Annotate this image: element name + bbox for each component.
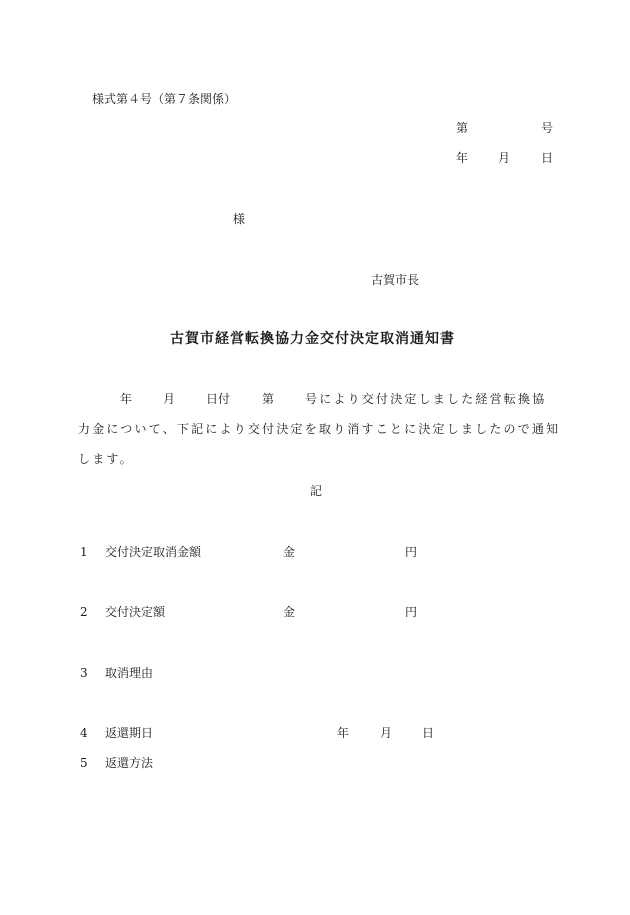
addressee-suffix: 様 — [233, 212, 246, 226]
item-label: 返還期日 — [105, 726, 154, 740]
item-label: 交付決定額 — [105, 605, 166, 619]
item-label: 交付決定取消金額 — [105, 545, 202, 559]
body-month: 月 — [163, 392, 176, 406]
doc-date-month: 月 — [498, 151, 511, 165]
ki-heading: 記 — [310, 484, 323, 498]
item-label: 返還方法 — [105, 756, 154, 770]
body-line1-rest: 号により交付決定しました経営転換協 — [305, 392, 547, 406]
item-number: 3 — [80, 666, 88, 680]
doc-number-suffix: 号 — [541, 121, 554, 135]
item-month: 月 — [380, 726, 393, 740]
form-label: 様式第４号（第７条関係） — [92, 92, 237, 106]
issuer: 古賀市長 — [371, 273, 420, 287]
item-day: 日 — [422, 726, 435, 740]
body-year: 年 — [120, 392, 133, 406]
item-en: 円 — [405, 605, 418, 619]
body-line3: します。 — [78, 452, 134, 466]
item-number: 2 — [80, 605, 88, 619]
item-label: 取消理由 — [105, 666, 154, 680]
item-number: 4 — [80, 726, 88, 740]
item-en: 円 — [405, 545, 418, 559]
item-number: 1 — [80, 545, 88, 559]
item-number: 5 — [80, 756, 88, 770]
item-kin: 金 — [283, 605, 296, 619]
body-day-tsuke: 日付 — [206, 392, 231, 406]
doc-date-day: 日 — [541, 151, 554, 165]
doc-number-prefix: 第 — [456, 121, 469, 135]
document-title: 古賀市経営転換協力金交付決定取消通知書 — [170, 331, 455, 347]
item-kin: 金 — [283, 545, 296, 559]
body-line2: 力金について、下記により交付決定を取り消すことに決定しましたので通知 — [78, 422, 561, 436]
item-year: 年 — [337, 726, 350, 740]
body-dai: 第 — [262, 392, 275, 406]
doc-date-year: 年 — [456, 151, 469, 165]
